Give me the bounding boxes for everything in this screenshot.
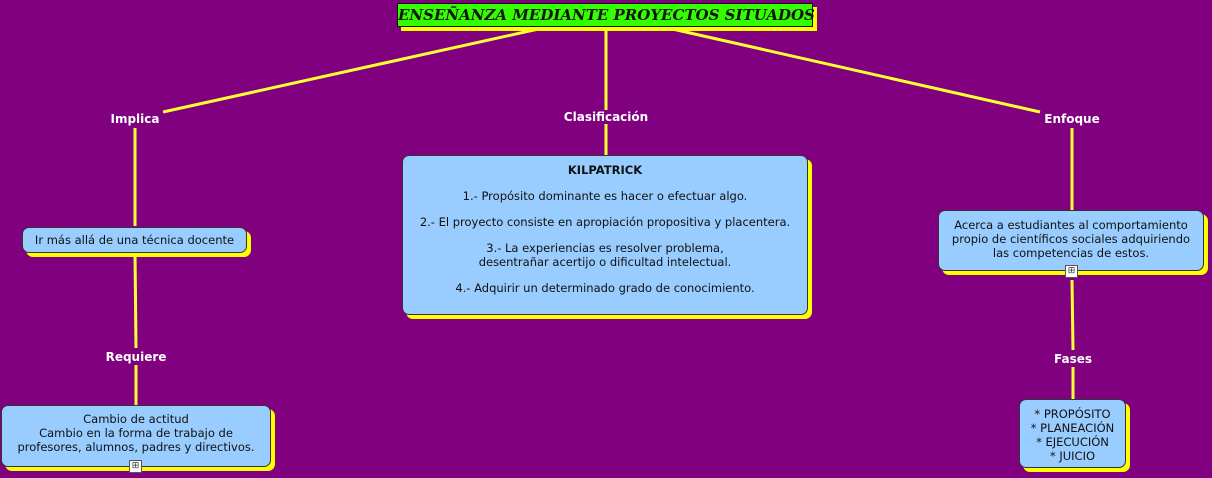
- node-fases-line1: * PROPÓSITO: [1034, 407, 1111, 421]
- link-label-requiere: Requiere: [105, 350, 167, 364]
- node-acerca-line2: propio de científicos sociales adquiriendo: [951, 232, 1191, 246]
- sub-map-icon[interactable]: ⊞: [1065, 265, 1078, 278]
- link-acerca-fases: [1072, 280, 1073, 350]
- node-acerca-estudiantes[interactable]: [938, 210, 1204, 271]
- link-title-implica: [163, 28, 543, 112]
- node-kilpatrick[interactable]: [402, 155, 808, 315]
- kilpatrick-heading: KILPATRICK: [567, 163, 643, 177]
- map-title[interactable]: ENSEÑANZA MEDIANTE PROYECTOS SITUADOS: [397, 3, 813, 27]
- link-tecnica-requiere: [135, 253, 136, 348]
- node-cambio-line2: Cambio en la forma de trabajo de: [39, 426, 233, 440]
- link-label-enfoque: Enfoque: [1044, 112, 1100, 126]
- node-fases-line3: * EJECUCIÓN: [1036, 435, 1109, 449]
- node-acerca-line1: Acerca a estudiantes al comportamiento: [954, 218, 1188, 232]
- node-tecnica-text: Ir más allá de una técnica docente: [34, 233, 235, 247]
- link-title-enfoque: [668, 28, 1040, 112]
- kilpatrick-item-2: 2.- El proyecto consiste en apropiación propositiva y placentera.: [419, 215, 791, 229]
- node-fases[interactable]: [1019, 399, 1126, 468]
- kilpatrick-item-1: 1.- Propósito dominante es hacer o efectuar algo.: [462, 189, 748, 203]
- node-cambio-line3: profesores, alumnos, padres y directivos.: [17, 440, 255, 454]
- link-label-implica: Implica: [110, 112, 160, 126]
- link-label-fases: Fases: [1053, 352, 1093, 366]
- kilpatrick-item-3a: 3.- La experiencias es resolver problema,: [486, 241, 724, 255]
- node-cambio-line1: Cambio de actitud: [83, 412, 189, 426]
- link-label-clasificacion: Clasificación: [563, 110, 649, 124]
- node-acerca-line3: las competencias de estos.: [992, 246, 1150, 260]
- kilpatrick-item-4: 4.- Adquirir un determinado grado de conocimiento.: [455, 281, 755, 295]
- kilpatrick-item-3b: desentrañar acertijo o dificultad intelectual.: [478, 255, 732, 269]
- sub-map-icon[interactable]: ⊞: [129, 460, 142, 473]
- node-tecnica-docente[interactable]: [22, 227, 247, 253]
- node-fases-line2: * PLANEACIÓN: [1030, 421, 1115, 435]
- node-cambio-actitud[interactable]: [1, 405, 271, 467]
- node-fases-line4: * JUICIO: [1049, 449, 1096, 463]
